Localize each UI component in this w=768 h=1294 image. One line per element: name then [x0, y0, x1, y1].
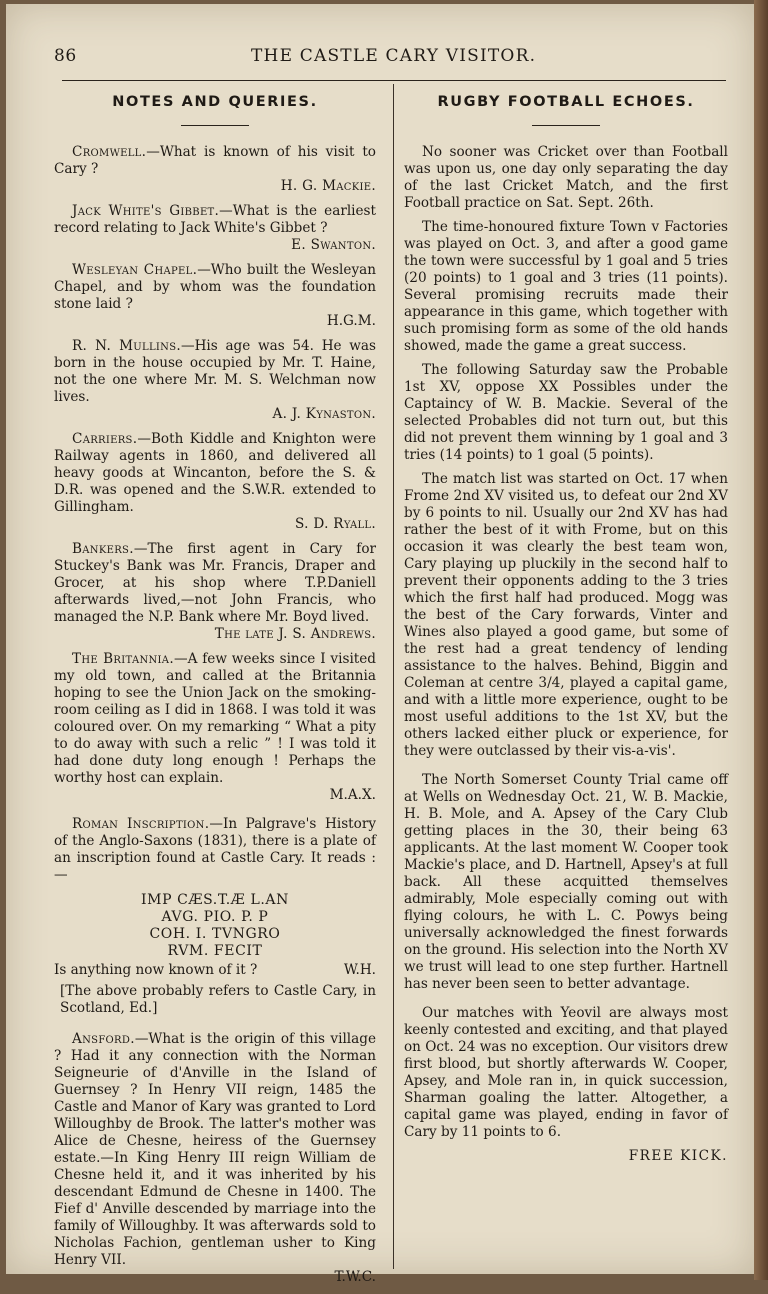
- signature-free-kick: FREE KICK.: [628, 1148, 728, 1164]
- magazine-page: [6, 4, 754, 1285]
- query-roman-inscription: Roman Inscription.—In Palgrave's History of the Anglo-Saxons (1831), there is a plate of an inscription found at Castle Cary. It reads :—: [54, 816, 376, 883]
- notes-and-queries-column: [54, 94, 376, 1294]
- inscription: [54, 892, 376, 960]
- rugby-paragraph: No sooner was Cricket over than Football was upon us, one day only separating the day of the last Cricket Match, and the first Football practice on Sat. Sept. 26th.: [404, 144, 728, 211]
- query-wesleyan-chapel: Wesleyan Chapel.—Who built the Wesleyan Chapel, and by whom was the foundation stone laid ? H.G.M.: [54, 262, 376, 329]
- rugby-title: RUGBY FOOTBALL ECHOES.: [437, 94, 695, 110]
- signature: T.W.C.: [334, 1269, 376, 1285]
- query-britannia: The Britannia.—A few weeks since I visited my old town, and called at the Britannia hoping to see the Union Jack on the smoking-room ceiling as I did in 1868. I was told it was coloured over. On my remarking “ What a pity to do away with such a relic ” ! I was told it had done duty long enough ! Perhaps the worthy host can explain. M.A.X.: [54, 651, 376, 803]
- rugby-paragraph: The following Saturday saw the Probable 1st XV, oppose XX Possibles under the Captaincy of W. B. Mackie. Several of the selected Probables did not turn out, but this did not prevent them winning by 1 goal and 3 tries (14 points) to 1 goal (5 points).: [404, 362, 728, 463]
- signature: W.H.: [343, 962, 376, 978]
- signature: S. D. Ryall.: [294, 516, 376, 532]
- inscription-line: COH. I. TVNGRO: [149, 926, 281, 942]
- editor-note: [The above probably refers to Castle Cary, in Scotland, Ed.]: [60, 983, 376, 1016]
- signature: E. Swanton.: [291, 237, 376, 253]
- signature: H. G. Mackie.: [280, 178, 376, 194]
- inscription-line: RVM. FECIT: [167, 943, 263, 959]
- running-title: THE CASTLE CARY VISITOR.: [251, 46, 537, 66]
- signature: H.G.M.: [326, 313, 376, 329]
- inscription-line: IMP CÆS.T.Æ L.AN: [141, 892, 289, 908]
- query-mullins: R. N. Mullins.—His age was 54. He was born in the house occupied by Mr. T. Haine, not the one where Mr. M. S. Welchman now lives. A. J. Kynaston.: [54, 338, 376, 422]
- query-cromwell: Cromwell.—What is known of his visit to Cary ? H. G. Mackie.: [54, 144, 376, 194]
- rugby-paragraph: The time-honoured fixture Town v Factories was played on Oct. 3, and after a good game the town were successful by 1 goal and 5 tries (20 points) to 1 goal and 3 tries (11 points). Several promising recruits made their appearance in this game, which together with such promising form as some of the old hands showed, made the game a great success.: [404, 219, 728, 354]
- column-divider: [393, 84, 394, 1269]
- page-header: [6, 46, 754, 76]
- title-rule: [181, 125, 249, 126]
- signature: A. J. Kynaston.: [272, 406, 376, 422]
- query-carriers: Carriers.—Both Kiddle and Knighton were Railway agents in 1860, and delivered all heavy goods at Wincanton, before the S. & D.R. was opened and the S.W.R. extended to Gillingham. S. D. Ryall.: [54, 431, 376, 532]
- signature: M.A.X.: [329, 787, 376, 803]
- signature: The late J. S. Andrews.: [214, 626, 376, 642]
- rugby-paragraph: Our matches with Yeovil are always most keenly contested and exciting, and that played on Oct. 24 was no exception. Our visitors drew first blood, but shortly afterwards W. Cooper, Apsey, and Mole ran in, in quick succession, Sharman goaling the latter. Altogether, a capital game was played, ending in favor of Cary by 11 points to 6.: [404, 1005, 728, 1140]
- roman-question: Is anything now known of it ? W.H.: [54, 962, 376, 978]
- rugby-paragraph: The North Somerset County Trial came off at Wells on Wednesday Oct. 21, W. B. Mackie, H. B. Mole, and A. Apsey of the Cary Club getting places in the 30, their being 63 applicants. At the last moment W. Cooper took Mackie's place, and D. Hartnell, Apsey's at full back. All these acquitted themselves admirably, Mole especially coming out with flying colours, he with L. C. Powys being universally acknowledged the finest forwards on the ground. His selection into the North XV we trust will lead to one step further. Hartnell has never been seen to better advantage.: [404, 772, 728, 992]
- notes-title: NOTES AND QUERIES.: [112, 94, 318, 110]
- query-ansford: Ansford.—What is the origin of this village ? Had it any connection with the Norman Seigneurie of d'Anville in the Island of Guernsey ? In Henry VII reign, 1485 the Castle and Manor of Kary was granted to Lord Willoughby de Brook. The latter's mother was Alice de Chesne, heiress of the Guernsey estate.—In King Henry III reign William de Chesne held it, and it was inherited by his descendant Edmund de Chesne in 1400. The Fief d' Anville descended by marriage into the family of Willoughby. It was afterwards sold to Nicholas Fachion, gentleman usher to King Henry VII. T.W.C.: [54, 1031, 376, 1285]
- inscription-line: AVG. PIO. P. P: [161, 909, 269, 925]
- query-jack-whites-gibbet: Jack White's Gibbet.—What is the earliest record relating to Jack White's Gibbet ? E. Swanton.: [54, 203, 376, 253]
- page-number: 86: [54, 46, 77, 66]
- rugby-paragraph: The match list was started on Oct. 17 when Frome 2nd XV visited us, to defeat our 2nd XV by 6 points to nil. Usually our 2nd XV has had rather the best of it with Frome, but on this occasion it was clearly the best team won, Cary playing up pluckily in the second half to prevent their opponents adding to the 3 tries which the first half had produced. Mogg was the best of the Cary forwards, Vinter and Wines also played a good game, but some of the rest had a great tendency of lending assistance to the halves. Behind, Biggin and Coleman at centre 3/4, played a capital game, and with a little more experience, ought to be most useful additions to the 1st XV, but the others lacked either pluck or experience, for they were outclassed by their vis-a-vis'.: [404, 471, 728, 759]
- title-rule: [532, 125, 600, 126]
- query-bankers: Bankers.—The first agent in Cary for Stuckey's Bank was Mr. Francis, Draper and Grocer, at his shop where T.P.Daniell afterwards lived,—not John Francis, who managed the N.P. Bank where Mr. Boyd lived. The late J. S. Andrews.: [54, 541, 376, 642]
- rugby-football-column: [404, 94, 728, 1165]
- page-edge: [754, 0, 768, 1280]
- header-rule: [62, 80, 726, 81]
